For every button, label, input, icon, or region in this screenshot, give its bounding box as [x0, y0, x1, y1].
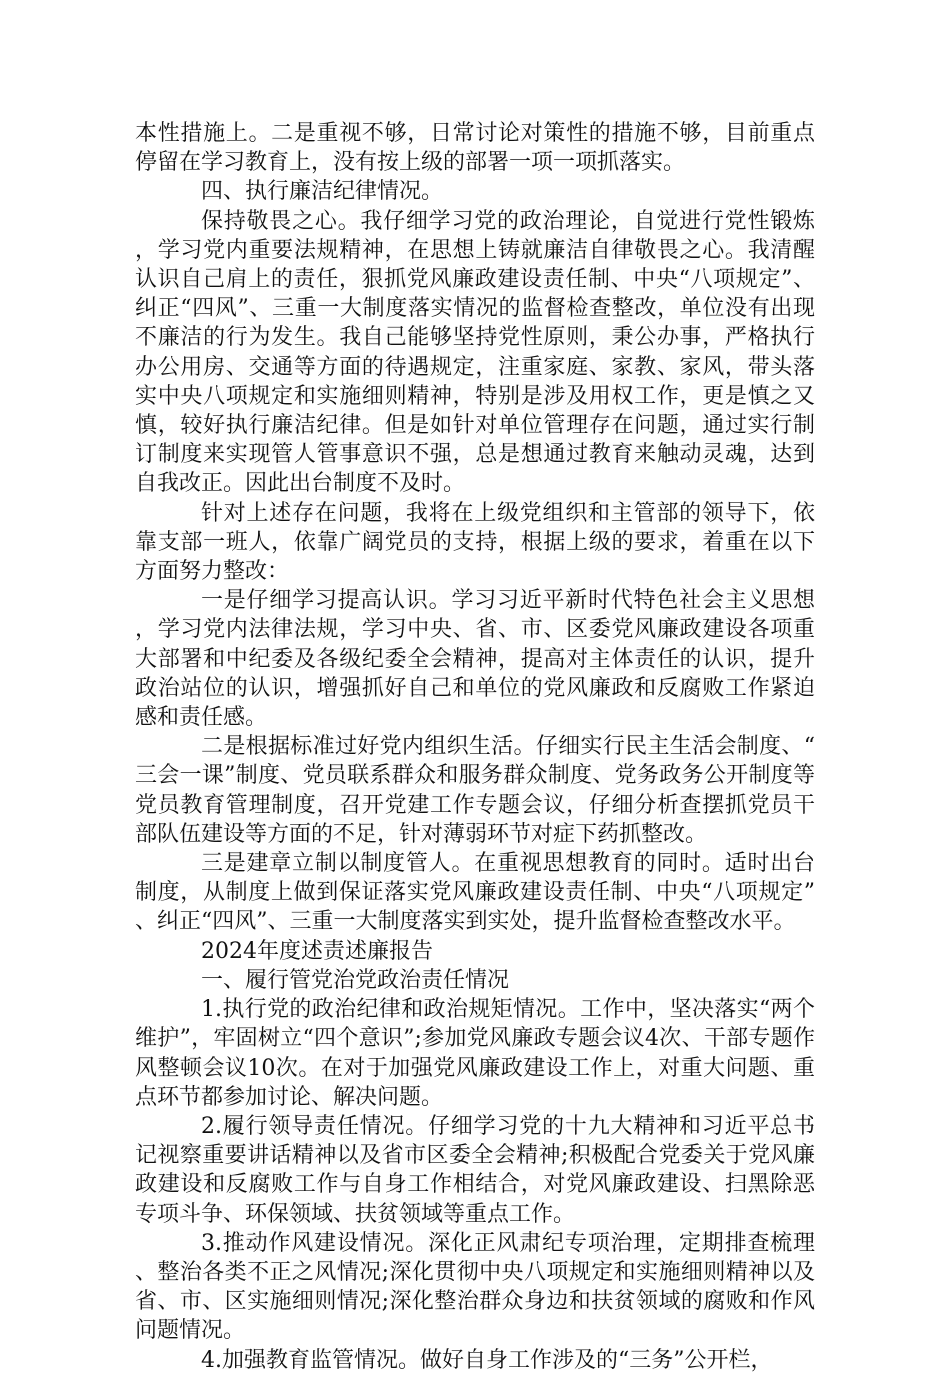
document-body: [135, 119, 815, 1375]
paragraph-rectification-intro: 针对上述存在问题，我将在上级党组织和主管部的领导下，依靠支部一班人，依靠广阔党员的支持，根据上级的要求，着重在以下方面努力整改：: [135, 500, 815, 585]
paragraph-item-two: 二是根据标准过好党内组织生活。仔细实行民主生活会制度、“三会一课”制度、党员联系群众和服务群众制度、党务政务公开制度等党员教育管理制度，召开党建工作专题会议，仔细分析查摆抓党员干部队伍建设等方面的不足，针对薄弱环节对症下药抓整改。: [135, 734, 815, 847]
report-title: 2024年度述责述廉报告: [201, 938, 433, 964]
section-heading-responsibility: 一、履行管党治党政治责任情况: [201, 967, 510, 993]
section-heading-integrity-discipline: 四、执行廉洁纪律情况。: [201, 179, 444, 205]
paragraph-point-2: 2.履行领导责任情况。仔细学习党的十九大精神和习近平总书记视察重要讲话精神以及省市区委全会精神;积极配合党委关于党风廉政建设和反腐败工作与自身工作相结合，对党风廉政建设、扫黑除恶专项斗争、环保领域、扶贫领域等重点工作。: [135, 1113, 815, 1227]
paragraph-point-1: 1.执行党的政治纪律和政治规矩情况。工作中，坚决落实“两个维护”，牢固树立“四个意识”;参加党风廉政专题会议4次、干部专题作风整顿会议10次。在对于加强党风廉政建设工作上，对重大问题、重点环节都参加讨论、解决问题。: [135, 997, 815, 1110]
paragraph-reverence: 保持敬畏之心。我仔细学习党的政治理论，自觉进行党性锻炼，学习党内重要法规精神，在思想上铸就廉洁自律敬畏之心。我清醒认识自己肩上的责任，狠抓党风廉政建设责任制、中央“八项规定”、纠正“四风”、三重一大制度落实情况的监督检查整改，单位没有出现不廉洁的行为发生。我自己能够坚持党性原则，秉公办事，严格执行办公用房、交通等方面的待遇规定，注重家庭、家教、家风，带头落实中央八项规定和实施细则精神，特别是涉及用权工作，更是慎之又慎，较好执行廉洁纪律。但是如针对单位管理存在问题，通过实行制订制度来实现管人管事意识不强，总是想通过教育来触动灵魂，达到自我改正。因此出台制度不及时。: [135, 208, 815, 497]
paragraph-item-three: 三是建章立制以制度管人。在重视思想教育的同时。适时出台制度，从制度上做到保证落实党风廉政建设责任制、中央“八项规定”、纠正“四风”、三重一大制度落实到实处，提升监督检查整改水平。: [135, 851, 815, 935]
paragraph-item-one: 一是仔细学习提高认识。学习习近平新时代特色社会主义思想，学习党内法律法规，学习中央、省、市、区委党风廉政建设各项重大部署和中纪委及各级纪委全会精神，提高对主体责任的认识，提升政治站位的认识，增强抓好自己和单位的党风廉政和反腐败工作紧迫感和责任感。: [135, 588, 815, 731]
paragraph-point-4: 4.加强教育监管情况。做好自身工作涉及的“三务”公开栏，: [201, 1347, 773, 1373]
paragraph-point-3: 3.推动作风建设情况。深化正风肃纪专项治理，定期排查梳理、整治各类不正之风情况;深化贯彻中央八项规定和实施细则精神以及省、市、区实施细则情况;深化整治群众身边和扶贫领域的腐败和作风问题情况。: [135, 1230, 815, 1344]
paragraph-continuation: 本性措施上。二是重视不够，日常讨论对策性的措施不够，目前重点停留在学习教育上，没有按上级的部署一项一项抓落实。: [135, 121, 815, 176]
